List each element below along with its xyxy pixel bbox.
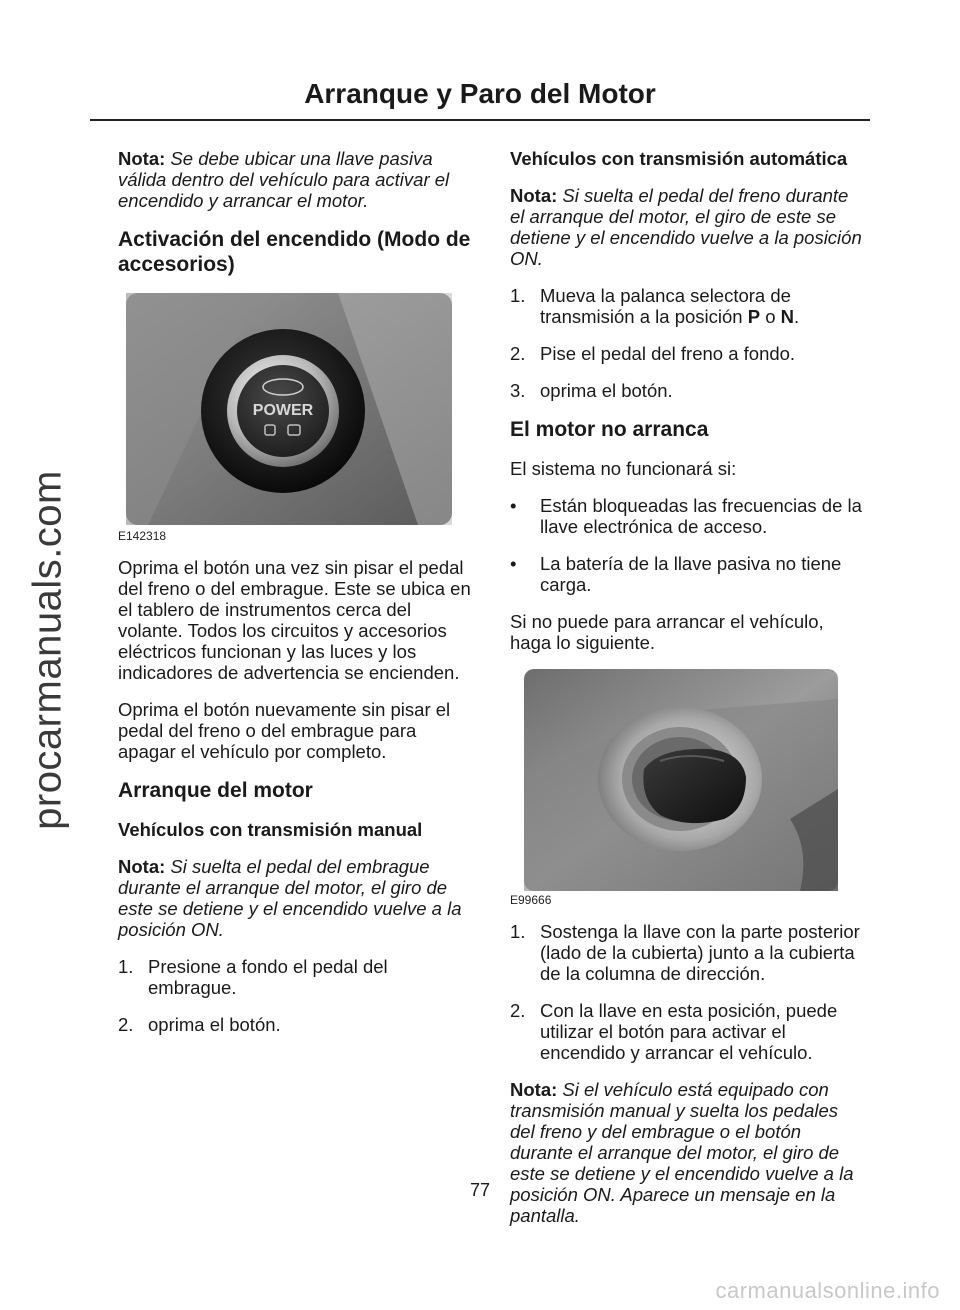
paragraph-press-once: Oprima el botón una vez sin pisar el pedal del freno o del embrague. Este se ubica en el tablero de instrumentos cerca del volante. Todos los circuitos y accesorios eléctricos funcionan y las luces y los indicadores de advertencia se encienden. [118, 557, 471, 683]
heading-engine-no-start: El motor no arranca [510, 418, 709, 441]
side-watermark: procarmanuals.com [25, 470, 70, 830]
note-manual-release: Nota: Si el vehículo está equipado con transmisión manual y suelta los pedales del freno y del embrague o el botón durante el arranque del motor, el giro de este se detiene y el encendido vuelve a la posición ON. Aparece un mensaje en la pantalla. [510, 1079, 854, 1226]
subheading-manual-transmission: Vehículos con transmisión manual [118, 819, 423, 840]
key-steps-list [510, 921, 866, 1063]
heading-ignition-activation: Activación del encendido (Modo de accesorios) [118, 228, 471, 276]
power-button-illustration [118, 293, 474, 543]
list-item: • La batería de la llave pasiva no tiene carga. [510, 553, 842, 595]
list-item: 2. Con la llave en esta posición, puede utilizar el botón para activar el encendido y arrancar el vehículo. [510, 1000, 838, 1063]
footer-watermark: carmanualsonline.info [715, 1278, 940, 1303]
note-clutch-release: Nota: Si suelta el pedal del embrague durante el arranque del motor, el giro de este se detiene y el encendido vuelve a la posición ON. [118, 856, 462, 940]
subheading-automatic-transmission: Vehículos con transmisión automática [510, 148, 848, 169]
page-number: 77 [469, 1180, 491, 1200]
right-column [510, 148, 866, 1242]
list-item: 1. Sostenga la llave con la parte posterior (lado de la cubierta) junto a la cubierta de la columna de dirección. [510, 921, 860, 984]
list-item: 1. Presione a fondo el pedal del embrague. [118, 956, 388, 998]
figure-code: E99666 [510, 893, 552, 907]
power-button-label: POWER [252, 402, 314, 419]
list-item: • Están bloqueadas las frecuencias de la llave electrónica de acceso. [510, 495, 862, 537]
note-brake-release: Nota: Si suelta el pedal del freno durante el arranque del motor, el giro de este se detiene y el encendido vuelve a la posición ON. [510, 185, 862, 269]
key-fob-illustration [510, 669, 866, 907]
manual-steps-list [118, 956, 474, 1035]
paragraph-system-wont-work: El sistema no funcionará si: [510, 458, 737, 479]
heading-engine-start: Arranque del motor [118, 779, 313, 802]
page-title: Arranque y Paro del Motor [304, 78, 656, 109]
automatic-steps-list [510, 285, 866, 401]
bullet-list [510, 495, 866, 595]
note-passive-key: Nota: Se debe ubicar una llave pasiva válida dentro del vehículo para activar el encendido y arrancar el motor. [118, 148, 450, 211]
list-item: 2. oprima el botón. [118, 1014, 281, 1035]
list-item: 3. oprima el botón. [510, 380, 673, 401]
title-rule [90, 119, 870, 121]
figure-key-backup-position [510, 669, 866, 907]
figure-power-button [118, 293, 474, 543]
paragraph-press-again: Oprima el botón nuevamente sin pisar el pedal del freno o del embrague para apagar el vehículo por completo. [118, 699, 451, 762]
list-item: 1. Mueva la palanca selectora de transmisión a la posición P o N. [510, 285, 800, 327]
figure-code: E142318 [118, 529, 167, 543]
left-column [118, 148, 474, 1051]
list-item: 2. Pise el pedal del freno a fondo. [510, 343, 796, 364]
paragraph-cannot-start: Si no puede para arrancar el vehículo, haga lo siguiente. [510, 611, 824, 653]
